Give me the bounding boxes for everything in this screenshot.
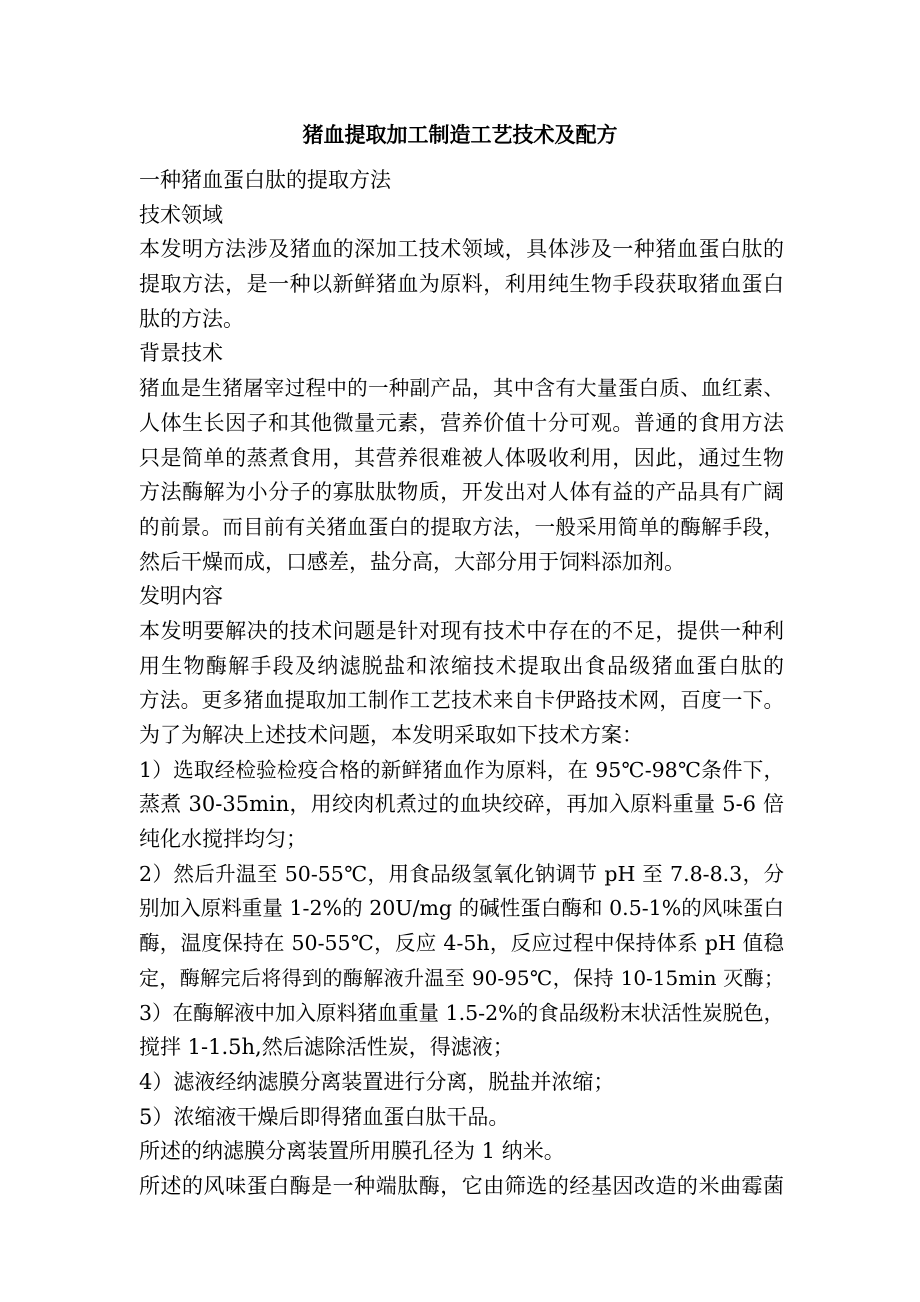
text-line: 别加入原料重量 1-2%的 20U/mg 的碱性蛋白酶和 0.5-1%的风味蛋白 [139, 896, 784, 921]
text-line: 只是简单的蒸煮食用，其营养很难被人体吸收利用，因此，通过生物 [139, 445, 784, 470]
text-line: 4）滤液经纳滤膜分离装置进行分离，脱盐并浓缩； [139, 1069, 615, 1094]
text-line: 蒸煮 30-35min，用绞肉机煮过的血块绞碎，再加入原料重量 5-6 倍 [139, 792, 784, 817]
text-line: 所述的纳滤膜分离装置所用膜孔径为 1 纳米。 [139, 1139, 565, 1164]
text-line: 5）浓缩液干燥后即得猪血蛋白肽干品。 [139, 1104, 510, 1129]
text-line: 定，酶解完后将得到的酶解液升温至 90-95℃，保持 10-15min 灭酶； [139, 965, 784, 990]
text-line: 猪血是生猪屠宰过程中的一种副产品，其中含有大量蛋白质、血红素、 [139, 376, 784, 401]
text-line: 方法酶解为小分子的寡肽肽物质，开发出对人体有益的产品具有广阔 [139, 480, 784, 505]
text-line: 酶，温度保持在 50-55℃，反应 4-5h，反应过程中保持体系 pH 值稳 [139, 931, 784, 956]
text-line: 纯化水搅拌均匀； [139, 827, 307, 852]
text-line: 提取方法，是一种以新鲜猪血为原料，利用纯生物手段获取猪血蛋白 [139, 272, 784, 297]
text-line: 然后干燥而成，口感差，盐分高，大部分用于饲料添加剂。 [139, 549, 685, 574]
document-title: 猪血提取加工制造工艺技术及配方 [302, 122, 618, 147]
text-line: 用生物酶解手段及纳滤脱盐和浓缩技术提取出食品级猪血蛋白肽的 [139, 653, 784, 678]
text-line: 肽的方法。 [139, 306, 244, 331]
text-line: 的前景。而目前有关猪血蛋白的提取方法，一般采用简单的酶解手段， [139, 514, 784, 539]
document-body [139, 163, 784, 1204]
text-line: 技术领域 [139, 202, 223, 227]
text-line: 一种猪血蛋白肽的提取方法 [139, 168, 391, 192]
text-line: 背景技术 [139, 341, 223, 366]
text-line: 搅拌 1-1.5h,然后滤除活性炭，得滤液； [139, 1035, 514, 1060]
text-line: 本发明方法涉及猪血的深加工技术领域，具体涉及一种猪血蛋白肽的 [139, 237, 784, 262]
text-line: 1）选取经检验检疫合格的新鲜猪血作为原料，在 95℃-98℃条件下， [139, 757, 784, 782]
text-line: 本发明要解决的技术问题是针对现有技术中存在的不足，提供一种利 [139, 618, 784, 643]
text-line: 2）然后升温至 50-55℃，用食品级氢氧化钠调节 pH 至 7.8-8.3，分 [139, 861, 784, 886]
text-line: 方法。更多猪血提取加工制作工艺技术来自卡伊路技术网，百度一下。 [139, 688, 784, 713]
text-line: 发明内容 [139, 584, 223, 609]
text-line: 人体生长因子和其他微量元素，营养价值十分可观。普通的食用方法 [139, 410, 784, 435]
text-line: 3）在酶解液中加入原料猪血重量 1.5-2%的食品级粉末状活性炭脱色， [139, 1000, 785, 1025]
text-line: 为了为解决上述技术问题，本发明采取如下技术方案： [139, 723, 643, 747]
text-line: 所述的风味蛋白酶是一种端肽酶，它由筛选的经基因改造的米曲霉菌 [139, 1173, 784, 1198]
